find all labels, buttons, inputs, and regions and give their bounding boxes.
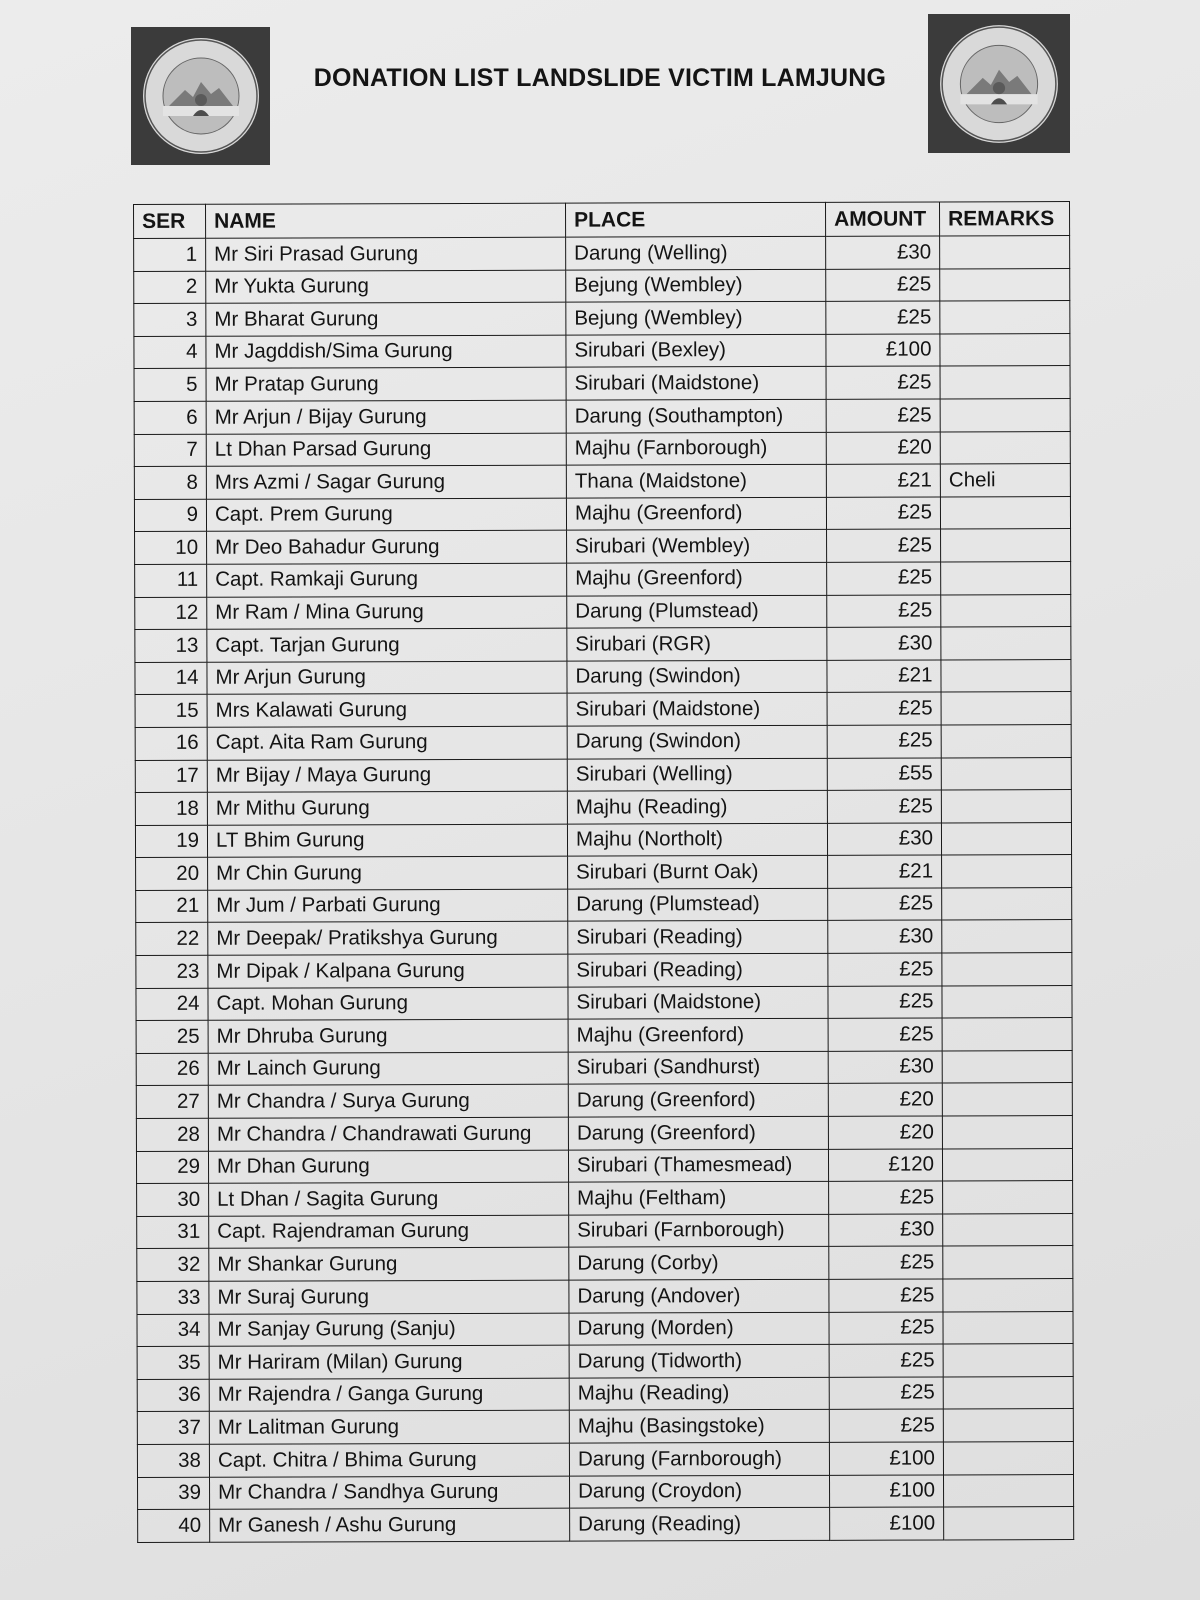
- cell-ser: 17: [135, 760, 207, 793]
- cell-remarks: [941, 790, 1071, 823]
- cell-remarks: Cheli: [940, 464, 1070, 497]
- table-row: [135, 594, 1071, 630]
- table-row: [136, 887, 1072, 923]
- cell-place: Sirubari (Reading): [568, 921, 828, 954]
- cell-name: Mr Chandra / Surya Gurung: [208, 1085, 568, 1119]
- cell-name: Lt Dhan / Sagita Gurung: [209, 1182, 569, 1216]
- cell-place: Majhu (Greenford): [566, 497, 826, 530]
- cell-remarks: [940, 301, 1070, 334]
- cell-ser: 35: [137, 1346, 209, 1379]
- cell-place: Thana (Maidstone): [566, 464, 826, 497]
- cell-ser: 2: [134, 271, 206, 304]
- cell-amount: £25: [826, 366, 940, 399]
- table-row: [137, 1279, 1073, 1315]
- cell-ser: 31: [137, 1216, 209, 1249]
- cell-amount: £55: [827, 757, 941, 790]
- cell-ser: 29: [136, 1151, 208, 1184]
- cell-remarks: [942, 887, 1072, 920]
- cell-place: Sirubari (Maidstone): [566, 367, 826, 400]
- cell-amount: £30: [826, 236, 940, 269]
- cell-amount: £100: [830, 1507, 944, 1540]
- cell-ser: 39: [137, 1477, 209, 1510]
- table-row: [135, 757, 1071, 793]
- cell-remarks: [941, 822, 1071, 855]
- cell-remarks: [941, 692, 1071, 725]
- cell-name: Mr Rajendra / Ganga Gurung: [209, 1378, 569, 1412]
- cell-ser: 38: [137, 1444, 209, 1477]
- table-row: [134, 464, 1070, 500]
- cell-place: Majhu (Northolt): [567, 823, 827, 856]
- cell-amount: £25: [827, 562, 941, 595]
- cell-ser: 15: [135, 695, 207, 728]
- table-header-row: [134, 202, 1070, 239]
- cell-amount: £21: [826, 464, 940, 497]
- cell-remarks: [943, 1213, 1073, 1246]
- cell-remarks: [943, 1376, 1073, 1409]
- table-row: [136, 1116, 1072, 1152]
- cell-ser: 16: [135, 727, 207, 760]
- table-row: [135, 692, 1071, 728]
- cell-amount: £25: [827, 594, 941, 627]
- cell-ser: 21: [136, 890, 208, 923]
- table-row: [134, 366, 1070, 402]
- cell-amount: £100: [829, 1442, 943, 1475]
- cell-name: Mr Arjun Gurung: [207, 661, 567, 695]
- cell-place: Bejung (Wembley): [566, 302, 826, 335]
- cell-name: Mrs Azmi / Sagar Gurung: [206, 465, 566, 499]
- cell-place: Majhu (Basingstoke): [569, 1410, 829, 1443]
- table-row: [137, 1181, 1073, 1217]
- cell-remarks: [941, 627, 1071, 660]
- cell-name: Mr Ganesh / Ashu Gurung: [210, 1508, 570, 1542]
- cell-place: Sirubari (Wembley): [567, 530, 827, 563]
- cell-name: Capt. Chitra / Bhima Gurung: [209, 1443, 569, 1477]
- cell-ser: 1: [134, 238, 206, 271]
- cell-remarks: [943, 1181, 1073, 1214]
- cell-amount: £25: [827, 790, 941, 823]
- cell-place: Majhu (Reading): [569, 1377, 829, 1410]
- cell-place: Majhu (Farnborough): [566, 432, 826, 465]
- cell-ser: 7: [134, 434, 206, 467]
- cell-place: Bejung (Wembley): [566, 269, 826, 302]
- cell-name: Capt. Tarjan Gurung: [207, 628, 567, 662]
- cell-place: Majhu (Feltham): [569, 1182, 829, 1215]
- cell-place: Darung (Corby): [569, 1247, 829, 1280]
- cell-remarks: [941, 724, 1071, 757]
- cell-place: Darung (Swindon): [567, 725, 827, 758]
- cell-place: Majhu (Greenford): [568, 1019, 828, 1052]
- cell-remarks: [940, 399, 1070, 432]
- table-row: [134, 236, 1070, 272]
- cell-remarks: [943, 1246, 1073, 1279]
- cell-name: Mr Ram / Mina Gurung: [207, 596, 567, 630]
- table-row: [135, 822, 1071, 858]
- cell-remarks: [942, 855, 1072, 888]
- cell-ser: 20: [136, 858, 208, 891]
- cell-amount: £21: [828, 855, 942, 888]
- cell-remarks: [944, 1507, 1074, 1540]
- cell-ser: 12: [135, 597, 207, 630]
- donation-table: [133, 201, 1074, 1543]
- cell-ser: 22: [136, 923, 208, 956]
- cell-name: Mr Dhan Gurung: [208, 1150, 568, 1184]
- cell-amount: £120: [828, 1149, 942, 1182]
- cell-amount: £100: [829, 1475, 943, 1508]
- column-header-amount: AMOUNT: [825, 202, 939, 236]
- cell-name: Mr Arjun / Bijay Gurung: [206, 400, 566, 434]
- cell-name: LT Bhim Gurung: [207, 824, 567, 858]
- cell-place: Sirubari (RGR): [567, 627, 827, 660]
- cell-remarks: [941, 529, 1071, 562]
- cell-ser: 33: [137, 1281, 209, 1314]
- cell-name: Capt. Ramkaji Gurung: [207, 563, 567, 597]
- cell-amount: £25: [826, 497, 940, 530]
- cell-name: Mr Siri Prasad Gurung: [206, 237, 566, 271]
- cell-amount: £25: [829, 1344, 943, 1377]
- cell-amount: £25: [829, 1246, 943, 1279]
- cell-remarks: [942, 985, 1072, 1018]
- cell-place: Darung (Greenford): [568, 1116, 828, 1149]
- table-row: [136, 855, 1072, 891]
- table-row: [134, 496, 1070, 532]
- table-row: [135, 790, 1071, 826]
- cell-remarks: [943, 1474, 1073, 1507]
- cell-ser: 6: [134, 401, 206, 434]
- cell-amount: £25: [829, 1377, 943, 1410]
- cell-name: Capt. Prem Gurung: [206, 498, 566, 532]
- cell-amount: £25: [828, 986, 942, 1019]
- table-row: [136, 1050, 1072, 1086]
- cell-amount: £100: [826, 334, 940, 367]
- cell-amount: £25: [828, 888, 942, 921]
- cell-name: Mr Bharat Gurung: [206, 302, 566, 336]
- cell-amount: £25: [827, 529, 941, 562]
- cell-name: Mr Chandra / Chandrawati Gurung: [208, 1117, 568, 1151]
- cell-amount: £25: [829, 1312, 943, 1345]
- cell-place: Sirubari (Welling): [567, 758, 827, 791]
- cell-ser: 28: [136, 1118, 208, 1151]
- table-row: [135, 659, 1071, 695]
- emblem-icon: [139, 34, 263, 158]
- table-row: [137, 1246, 1073, 1282]
- cell-remarks: [941, 757, 1071, 790]
- cell-name: Mr Jagddish/Sima Gurung: [206, 335, 566, 369]
- cell-remarks: [940, 333, 1070, 366]
- cell-amount: £30: [827, 627, 941, 660]
- cell-place: Sirubari (Reading): [568, 953, 828, 986]
- cell-ser: 30: [137, 1183, 209, 1216]
- cell-place: Darung (Plumstead): [567, 595, 827, 628]
- table-row: [134, 301, 1070, 337]
- cell-remarks: [943, 1279, 1073, 1312]
- cell-amount: £30: [829, 1214, 943, 1247]
- cell-remarks: [943, 1344, 1073, 1377]
- document-title-text: DONATION LIST LANDSLIDE VICTIM LAMJUNG: [313, 64, 887, 92]
- table-row: [137, 1311, 1073, 1347]
- sonpal-samaj-logo-left: [131, 27, 270, 165]
- cell-amount: £25: [826, 269, 940, 302]
- cell-ser: 4: [134, 336, 206, 369]
- table-row: [136, 920, 1072, 956]
- cell-ser: 9: [134, 499, 206, 532]
- cell-amount: £20: [828, 1083, 942, 1116]
- cell-amount: £20: [826, 432, 940, 465]
- cell-name: Mr Shankar Gurung: [209, 1248, 569, 1282]
- cell-amount: £25: [826, 399, 940, 432]
- table-row: [137, 1409, 1073, 1445]
- column-header-name: NAME: [206, 203, 566, 238]
- table-row: [137, 1474, 1073, 1510]
- cell-remarks: [940, 366, 1070, 399]
- cell-place: Sirubari (Sandhurst): [568, 1051, 828, 1084]
- cell-ser: 11: [135, 564, 207, 597]
- cell-ser: 40: [138, 1509, 210, 1542]
- cell-name: Mr Chandra / Sandhya Gurung: [209, 1476, 569, 1510]
- cell-place: Sirubari (Bexley): [566, 334, 826, 367]
- cell-place: Sirubari (Maidstone): [568, 986, 828, 1019]
- cell-amount: £25: [829, 1409, 943, 1442]
- cell-remarks: [942, 1050, 1072, 1083]
- document-title: [0, 64, 1200, 93]
- cell-remarks: [942, 1083, 1072, 1116]
- cell-name: Mr Lainch Gurung: [208, 1052, 568, 1086]
- cell-remarks: [942, 1148, 1072, 1181]
- table-row: [136, 1083, 1072, 1119]
- cell-place: Darung (Farnborough): [569, 1442, 829, 1475]
- cell-name: Mr Dhruba Gurung: [208, 1019, 568, 1053]
- cell-place: Darung (Andover): [569, 1279, 829, 1312]
- cell-name: Mr Sanjay Gurung (Sanju): [209, 1313, 569, 1347]
- cell-amount: £25: [826, 301, 940, 334]
- cell-name: Lt Dhan Parsad Gurung: [206, 433, 566, 467]
- cell-ser: 26: [136, 1053, 208, 1086]
- cell-ser: 5: [134, 369, 206, 402]
- cell-name: Mr Chin Gurung: [208, 856, 568, 890]
- cell-place: Majhu (Reading): [567, 790, 827, 823]
- table-row: [138, 1507, 1074, 1543]
- cell-place: Darung (Reading): [570, 1507, 830, 1540]
- cell-ser: 10: [135, 532, 207, 565]
- cell-remarks: [940, 496, 1070, 529]
- cell-place: Darung (Croydon): [569, 1475, 829, 1508]
- cell-remarks: [942, 920, 1072, 953]
- cell-ser: 32: [137, 1249, 209, 1282]
- cell-place: Sirubari (Burnt Oak): [568, 856, 828, 889]
- cell-amount: £30: [827, 823, 941, 856]
- cell-name: Mr Jum / Parbati Gurung: [208, 889, 568, 923]
- cell-ser: 37: [137, 1412, 209, 1445]
- cell-remarks: [941, 594, 1071, 627]
- cell-amount: £21: [827, 660, 941, 693]
- table-row: [136, 953, 1072, 989]
- cell-ser: 13: [135, 629, 207, 662]
- cell-amount: £25: [828, 1018, 942, 1051]
- cell-amount: £25: [828, 953, 942, 986]
- cell-amount: £25: [827, 725, 941, 758]
- cell-name: Mr Lalitman Gurung: [209, 1411, 569, 1445]
- table-row: [135, 627, 1071, 663]
- cell-name: Capt. Aita Ram Gurung: [207, 726, 567, 760]
- cell-place: Darung (Welling): [566, 236, 826, 269]
- cell-name: Mrs Kalawati Gurung: [207, 693, 567, 727]
- cell-name: Capt. Mohan Gurung: [208, 987, 568, 1021]
- cell-remarks: [943, 1311, 1073, 1344]
- cell-remarks: [942, 1018, 1072, 1051]
- cell-name: Mr Bijay / Maya Gurung: [207, 759, 567, 793]
- cell-remarks: [940, 236, 1070, 269]
- cell-place: Darung (Tidworth): [569, 1345, 829, 1378]
- cell-place: Darung (Morden): [569, 1312, 829, 1345]
- cell-name: Capt. Rajendraman Gurung: [209, 1215, 569, 1249]
- table-row: [135, 724, 1071, 760]
- table-row: [134, 333, 1070, 369]
- cell-ser: 8: [134, 466, 206, 499]
- cell-place: Darung (Greenford): [568, 1084, 828, 1117]
- cell-remarks: [942, 1116, 1072, 1149]
- table-row: [137, 1376, 1073, 1412]
- cell-remarks: [943, 1409, 1073, 1442]
- cell-place: Sirubari (Farnborough): [569, 1214, 829, 1247]
- cell-remarks: [940, 268, 1070, 301]
- cell-amount: £25: [827, 692, 941, 725]
- table-row: [135, 529, 1071, 565]
- cell-ser: 19: [135, 825, 207, 858]
- cell-ser: 3: [134, 303, 206, 336]
- cell-place: Sirubari (Thamesmead): [568, 1149, 828, 1182]
- cell-amount: £20: [828, 1116, 942, 1149]
- column-header-ser: SER: [134, 204, 206, 238]
- cell-amount: £30: [828, 920, 942, 953]
- cell-remarks: [940, 431, 1070, 464]
- cell-place: Darung (Plumstead): [568, 888, 828, 921]
- cell-place: Darung (Swindon): [567, 660, 827, 693]
- cell-amount: £30: [828, 1051, 942, 1084]
- cell-ser: 18: [135, 792, 207, 825]
- cell-ser: 27: [136, 1086, 208, 1119]
- cell-amount: £25: [829, 1181, 943, 1214]
- cell-name: Mr Dipak / Kalpana Gurung: [208, 954, 568, 988]
- cell-name: Mr Yukta Gurung: [206, 270, 566, 304]
- column-header-place: PLACE: [565, 202, 825, 237]
- cell-ser: 24: [136, 988, 208, 1021]
- cell-ser: 34: [137, 1314, 209, 1347]
- table-row: [136, 985, 1072, 1021]
- table-row: [134, 268, 1070, 304]
- table-row: [134, 431, 1070, 467]
- cell-name: Mr Deo Bahadur Gurung: [207, 530, 567, 564]
- cell-remarks: [941, 659, 1071, 692]
- table-row: [135, 561, 1071, 597]
- cell-name: Mr Hariram (Milan) Gurung: [209, 1345, 569, 1379]
- table-row: [136, 1018, 1072, 1054]
- cell-place: Darung (Southampton): [566, 399, 826, 432]
- cell-amount: £25: [829, 1279, 943, 1312]
- table-row: [137, 1213, 1073, 1249]
- cell-name: Mr Mithu Gurung: [207, 791, 567, 825]
- column-header-remarks: REMARKS: [939, 202, 1069, 236]
- cell-name: Mr Suraj Gurung: [209, 1280, 569, 1314]
- cell-ser: 36: [137, 1379, 209, 1412]
- cell-name: Mr Deepak/ Pratikshya Gurung: [208, 922, 568, 956]
- cell-remarks: [941, 561, 1071, 594]
- cell-remarks: [942, 953, 1072, 986]
- cell-ser: 14: [135, 662, 207, 695]
- table-row: [137, 1442, 1073, 1478]
- table-row: [137, 1344, 1073, 1380]
- cell-ser: 25: [136, 1021, 208, 1054]
- table-row: [134, 399, 1070, 435]
- cell-ser: 23: [136, 955, 208, 988]
- cell-name: Mr Pratap Gurung: [206, 368, 566, 402]
- table-row: [136, 1148, 1072, 1184]
- cell-place: Sirubari (Maidstone): [567, 693, 827, 726]
- cell-place: Majhu (Greenford): [567, 562, 827, 595]
- cell-remarks: [943, 1442, 1073, 1475]
